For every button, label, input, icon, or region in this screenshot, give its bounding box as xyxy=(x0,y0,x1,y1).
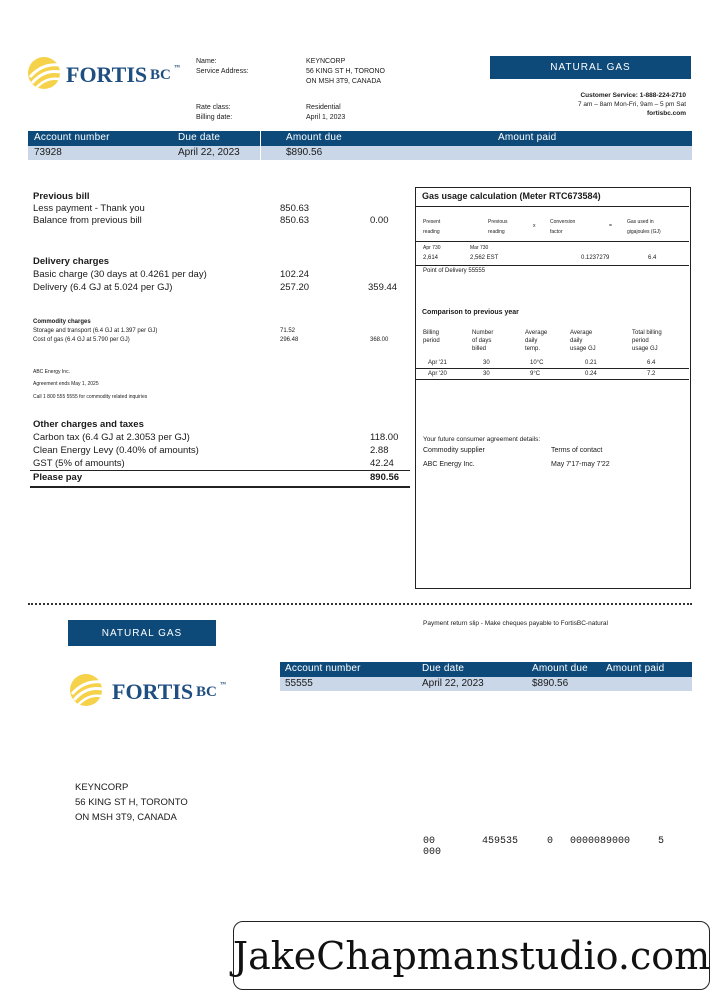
slip-amount-paid-header: Amount paid xyxy=(606,663,665,674)
gas-usage-title: Gas usage calculation (Meter RTC673584) xyxy=(422,191,601,201)
cs-hours: 7 am – 8am Mon-Fri, 9am – 5 pm Sat xyxy=(577,101,686,108)
present-reading-header: Present reading xyxy=(423,219,441,235)
previous-bill-title: Previous bill xyxy=(33,191,90,202)
slip-mailing-address xyxy=(75,780,188,825)
present-reading: 2,614 xyxy=(423,255,439,261)
natural-gas-badge: NATURAL GAS xyxy=(490,56,691,79)
cmp-row2-days: 30 xyxy=(483,371,490,377)
slip-natural-gas-badge: NATURAL GAS xyxy=(68,620,216,646)
flame-logo-icon xyxy=(26,55,64,91)
amount-paid-header: Amount paid xyxy=(498,132,557,143)
slip-account-header: Account number xyxy=(285,663,361,674)
customer-labels xyxy=(196,57,249,77)
cmp-daily-usage-header: Average daily usage GJ xyxy=(570,330,596,352)
watermark-label: JakeChapmanstudio.com xyxy=(233,921,710,990)
rate-values xyxy=(306,103,345,123)
gj-used: 6.4 xyxy=(648,255,657,261)
brand-name: FORTIS xyxy=(66,62,148,87)
less-payment-label: Less payment - Thank you xyxy=(33,203,145,214)
times-sign: x xyxy=(533,223,536,229)
commodity-title: Commodity charges xyxy=(33,319,91,325)
slip-account-value: 55555 xyxy=(285,678,313,689)
slip-brand-name: FORTIS xyxy=(112,679,194,704)
supplier-value: ABC Energy Inc. xyxy=(423,461,475,468)
slip-header-bar xyxy=(280,662,692,677)
cmp-row2-period: Apr '20 xyxy=(428,371,447,377)
rate-labels xyxy=(196,103,232,123)
slip-brand-tm: ™ xyxy=(220,682,226,688)
cmp-row1-period: Apr '21 xyxy=(428,360,447,366)
rate-value: Residential xyxy=(306,104,341,111)
gst-label: GST (5% of amounts) xyxy=(33,458,125,469)
cmp-row2-temp: 9°C xyxy=(530,371,541,377)
slip-fortis-logo xyxy=(68,672,238,708)
future-agreement-title: Your future consumer agreement details: xyxy=(423,436,541,443)
slip-amount-due-value: $890.56 xyxy=(532,678,569,689)
present-date: Apr 730 xyxy=(423,245,441,251)
brand-tm: ™ xyxy=(174,65,180,71)
cmp-row1-days: 30 xyxy=(483,360,490,366)
cmp-row1-temp: 10°C xyxy=(530,360,544,366)
address-line2: ON MSH 3T9, CANADA xyxy=(306,78,382,85)
clean-levy-amount: 2.88 xyxy=(370,445,389,456)
cmp-total-usage-header: Total billing period usage GJ xyxy=(632,330,662,352)
conversion-header: Conversion factor xyxy=(550,219,576,235)
previous-reading: 2,562 EST xyxy=(470,255,499,261)
slip-addr3: ON MSH 3T9, CANADA xyxy=(75,812,177,823)
address-line1: 56 KING ST H, TORONO xyxy=(306,68,385,75)
delivery-total: 359.44 xyxy=(368,282,398,293)
basic-charge-amount: 102.24 xyxy=(280,269,310,280)
cs-phone: Customer Service: 1-888-224-2710 xyxy=(580,92,686,99)
slip-flame-logo-icon xyxy=(68,672,106,708)
amount-due-header: Amount due xyxy=(286,132,342,143)
carbon-tax-amount: 118.00 xyxy=(370,432,399,443)
gas-header-divider xyxy=(416,241,689,242)
balance-total: 0.00 xyxy=(370,215,389,226)
customer-values xyxy=(306,57,385,87)
cmp-billing-period-header: Billing period xyxy=(423,330,440,344)
brand-suffix: BC xyxy=(150,67,171,83)
cmp-row2-daily: 0.24 xyxy=(585,371,597,377)
gas-row-divider xyxy=(416,265,689,266)
cost-gas-amount: 296.48 xyxy=(280,337,299,343)
cmp-days-header: Number of days billed xyxy=(472,330,494,352)
storage-amount: 71.52 xyxy=(280,328,296,334)
delivery-amount: 257.20 xyxy=(280,282,310,293)
bar-divider xyxy=(260,131,261,160)
previous-date: Mar 730 xyxy=(470,245,489,251)
cmp-temp-header: Average daily temp. xyxy=(525,330,548,352)
account-number-value: 73928 xyxy=(34,147,62,158)
rate-label: Rate class: xyxy=(196,104,231,111)
micr-1: 00 000 xyxy=(423,836,442,858)
micr-2: 459535 xyxy=(482,836,519,847)
fortis-logo xyxy=(26,55,186,91)
abc-energy: ABC Energy Inc. xyxy=(33,369,70,375)
previous-reading-header: Previous reading xyxy=(488,219,508,235)
slip-amount-due-header: Amount due xyxy=(532,663,588,674)
less-payment-amount: 850.63 xyxy=(280,203,310,214)
point-of-delivery: Point of Delivery 55555 xyxy=(423,268,486,274)
slip-brand-suffix: BC xyxy=(196,684,217,700)
billing-value: April 1, 2023 xyxy=(306,114,346,121)
call-note: Call 1 800 555 5555 for commodity related inquiries xyxy=(33,394,148,400)
please-pay-amount: 890.56 xyxy=(370,472,400,483)
account-value-bar xyxy=(28,146,692,160)
equals-sign: = xyxy=(609,223,612,229)
tear-line xyxy=(28,603,692,605)
due-date-header: Due date xyxy=(178,132,221,143)
account-header-bar xyxy=(28,131,692,146)
address-label: Service Address: xyxy=(196,68,249,75)
agreement-note: Agreement ends May 1, 2025 xyxy=(33,381,99,387)
other-charges-title: Other charges and taxes xyxy=(33,419,144,430)
gas-title-divider xyxy=(416,206,689,207)
delivery-label: Delivery (6.4 GJ at 5.024 per GJ) xyxy=(33,282,173,293)
micr-5: 5 xyxy=(658,836,665,847)
name-label: Name: xyxy=(196,58,217,65)
slip-note: Payment return slip - Make cheques payable to FortisBC-natural xyxy=(423,620,608,627)
please-pay-underline xyxy=(30,486,410,488)
name-value: KEYNCORP xyxy=(306,58,346,65)
customer-service-block xyxy=(490,91,686,118)
conversion-factor: 0.1237279 xyxy=(581,255,610,261)
slip-addr2: 56 KING ST H, TORONTO xyxy=(75,797,188,808)
terms-label: Terms of contact xyxy=(551,447,603,454)
please-pay-label: Please pay xyxy=(33,472,83,483)
balance-label: Balance from previous bill xyxy=(33,215,142,226)
slip-value-bar xyxy=(280,677,692,691)
gj-header: Gas used in gigajoules (GJ) xyxy=(627,219,661,235)
cs-website: fortisbc.com xyxy=(646,110,686,117)
micr-4: 0000089000 xyxy=(570,836,631,847)
due-date-value: April 22, 2023 xyxy=(178,147,240,158)
cmp-row1-total: 6.4 xyxy=(647,360,656,366)
cost-gas-label: Cost of gas (6.4 GJ at 5.790 per GJ) xyxy=(33,337,130,343)
delivery-title: Delivery charges xyxy=(33,256,110,267)
micr-3: 0 xyxy=(547,836,554,847)
clean-levy-label: Clean Energy Levy (0.40% of amounts) xyxy=(33,445,199,456)
comparison-title: Comparison to previous year xyxy=(422,309,519,316)
cmp-row2-total: 7.2 xyxy=(647,371,656,377)
cmp-row-divider xyxy=(416,368,689,369)
basic-charge-label: Basic charge (30 days at 0.4261 per day) xyxy=(33,269,207,280)
slip-due-header: Due date xyxy=(422,663,465,674)
slip-due-value: April 22, 2023 xyxy=(422,678,484,689)
storage-label: Storage and transport (6.4 GJ at 1.397 per GJ) xyxy=(33,328,158,334)
cmp-row1-daily: 0.21 xyxy=(585,360,597,366)
billing-label: Billing date: xyxy=(196,114,233,121)
account-number-header: Account number xyxy=(34,132,110,143)
balance-amount: 850.63 xyxy=(280,215,310,226)
total-divider xyxy=(30,470,410,471)
cmp-end-divider xyxy=(416,379,689,380)
slip-addr1: KEYNCORP xyxy=(75,782,129,793)
gas-usage-box xyxy=(415,187,691,589)
terms-value: May 7'17-may 7'22 xyxy=(551,461,610,468)
gst-amount: 42.24 xyxy=(370,458,394,469)
carbon-tax-label: Carbon tax (6.4 GJ at 2.3053 per GJ) xyxy=(33,432,190,443)
amount-due-value: $890.56 xyxy=(286,147,323,158)
supplier-label: Commodity supplier xyxy=(423,447,485,454)
commodity-total: 368.00 xyxy=(370,337,389,343)
